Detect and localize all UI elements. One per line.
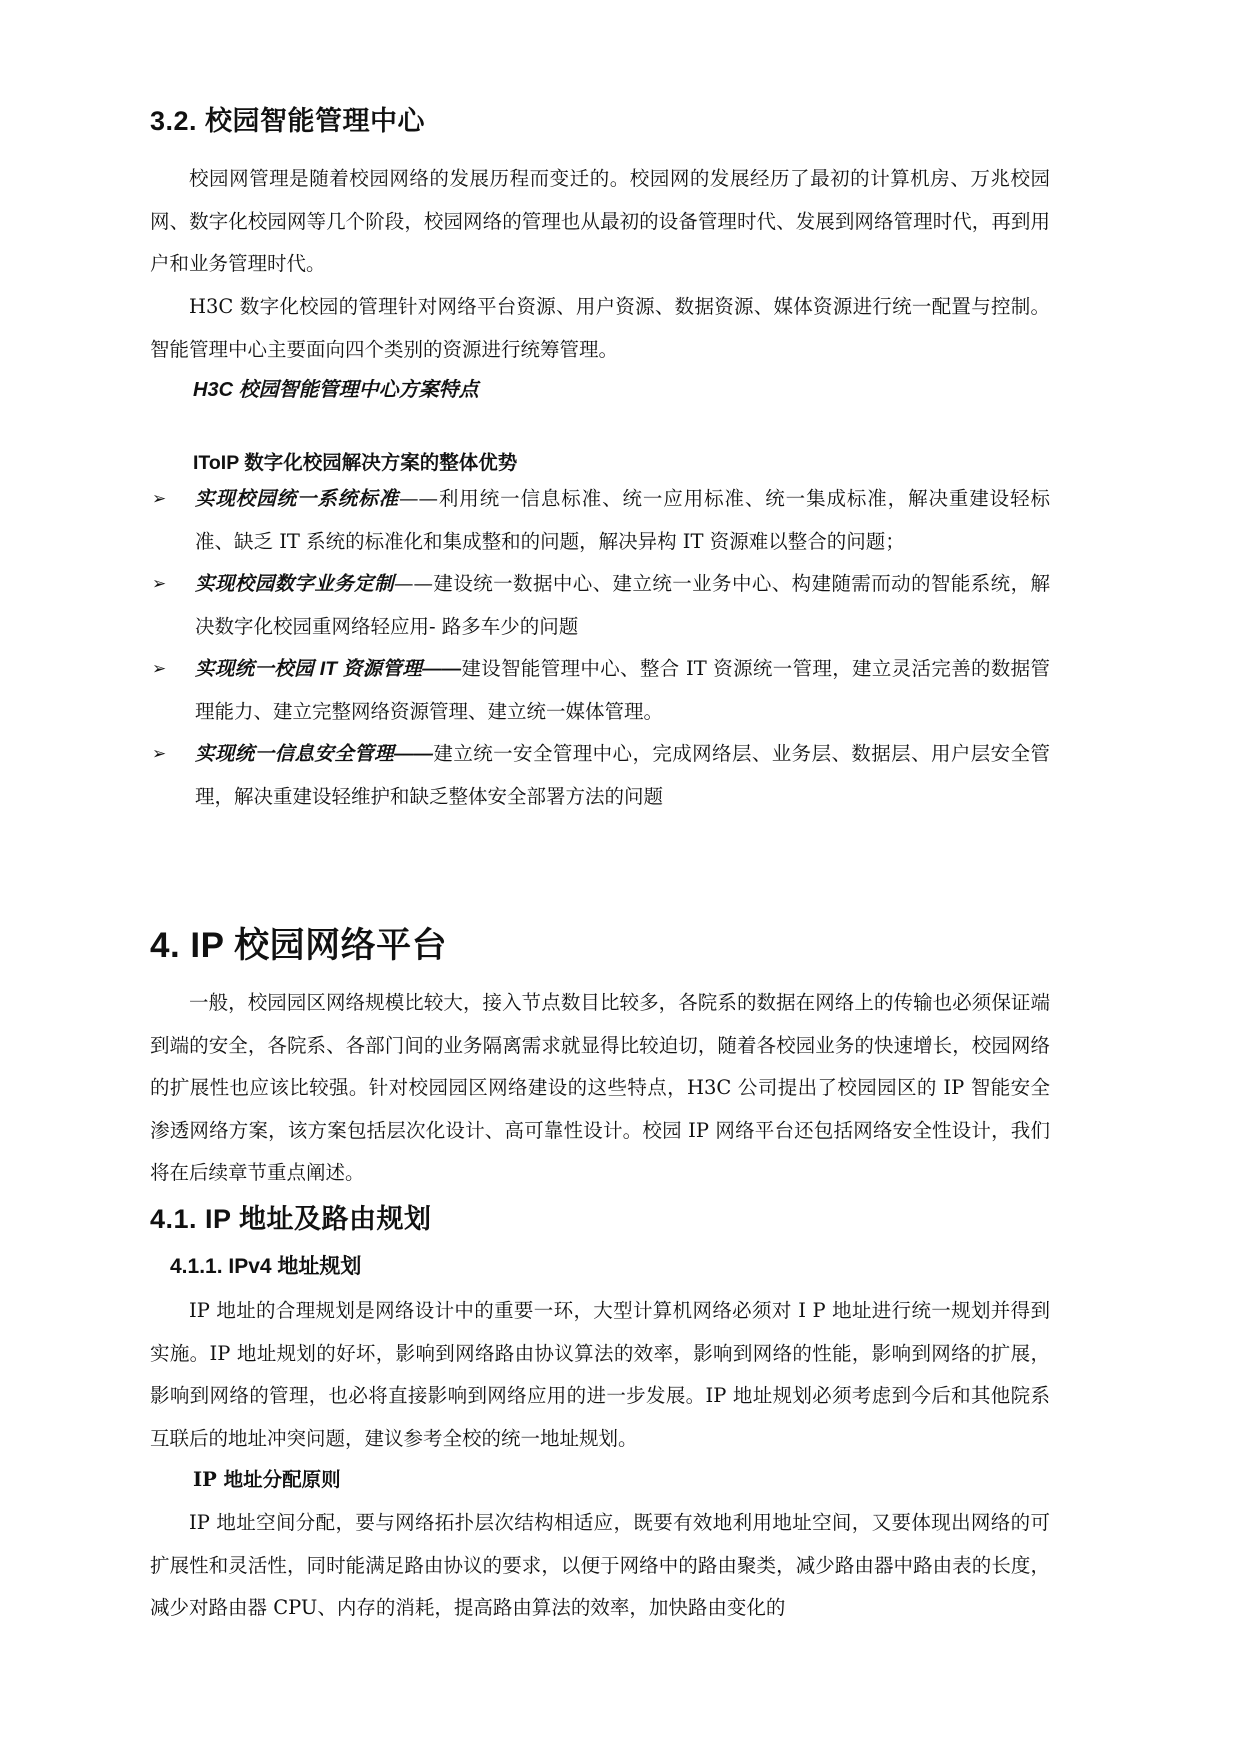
bullet-lead: 实现统一信息安全管理—— [195, 743, 434, 765]
bullet-item [150, 478, 1050, 563]
bullet-text: ——建设统一数据中心、建立统一业务中心、构建随需而动的智能系统，解决数字化校园重网络轻应用- 路多车少的问题 [195, 572, 1050, 638]
arrow-bullet-icon: ➢ [152, 574, 167, 594]
bullet-lead: 实现校园统一系统标准 [195, 488, 399, 510]
section-4-heading: 4. IP 校园网络平台 [150, 926, 448, 965]
section-4-paragraph: 一般，校园园区网络规模比较大，接入节点数目比较多，各院系的数据在网络上的传输也必须保证端到端的安全，各院系、各部门间的业务隔离需求就显得比较迫切，随着各校园业务的快速增长，校园网络的扩展性也应该比较强。针对校园园区网络建设的这些特点，H3C 公司提出了校园园区的 IP 智能安全渗透网络方案，该方案包括层次化设计、高可靠性设计。校园 IP 网络平台还包括网络安全性设计，我们将在后续章节重点阐述。 [150, 991, 1050, 1184]
feature-subtitle: H3C 校园智能管理中心方案特点 [193, 379, 479, 401]
principle-subtitle: IP 地址分配原则 [193, 1468, 341, 1491]
section-3-2-paragraph-1: 校园网管理是随着校园网络的发展历程而变迁的。校园网的发展经历了最初的计算机房、万兆校园网、数字化校园网等几个阶段，校园网络的管理也从最初的设备管理时代、发展到网络管理时代，再到用户和业务管理时代。 [150, 167, 1050, 275]
section-3-2-paragraph-2: H3C 数字化校园的管理针对网络平台资源、用户资源、数据资源、媒体资源进行统一配置与控制。智能管理中心主要面向四个类别的资源进行统筹管理。 [150, 295, 1050, 361]
bullet-text: 建立统一安全管理中心，完成网络层、业务层、数据层、用户层安全管理，解决重建设轻维护和缺乏整体安全部署方法的问题 [195, 742, 1050, 808]
bullet-text: ——利用统一信息标准、统一应用标准、统一集成标准，解决重建设轻标准、缺乏 IT 系统的标准化和集成整和的问题，解决异构 IT 资源难以整合的问题； [195, 487, 1050, 553]
bullet-item [150, 648, 1050, 733]
bullet-text: 建设智能管理中心、整合 IT 资源统一管理，建立灵活完善的数据管理能力、建立完整网络资源管理、建立统一媒体管理。 [195, 657, 1050, 723]
bullet-item [150, 563, 1050, 648]
arrow-bullet-icon: ➢ [152, 744, 167, 764]
bullet-item [150, 733, 1050, 818]
bullet-lead: 实现统一校园 IT 资源管理—— [195, 658, 462, 680]
arrow-bullet-icon: ➢ [152, 659, 167, 679]
principle-paragraph: IP 地址空间分配，要与网络拓扑层次结构相适应，既要有效地利用地址空间，又要体现出网络的可扩展性和灵活性，同时能满足路由协议的要求，以便于网络中的路由聚类，减少路由器中路由表的长度，减少对路由器 CPU、内存的消耗，提高路由算法的效率，加快路由变化的 [150, 1511, 1050, 1619]
section-4-1-1-heading: 4.1.1. IPv4 地址规划 [170, 1255, 362, 1278]
section-4-1-heading: 4.1. IP 地址及路由规划 [150, 1204, 432, 1234]
bullet-lead: 实现校园数字业务定制 [195, 573, 395, 595]
section-3-2-heading: 3.2. 校园智能管理中心 [150, 106, 426, 136]
section-4-1-1-paragraph: IP 地址的合理规划是网络设计中的重要一环，大型计算机网络必须对 I P 地址进行统一规划并得到实施。IP 地址规划的好坏，影响到网络路由协议算法的效率，影响到网络的性能，影响到网络的扩展，影响到网络的管理，也必将直接影响到网络应用的进一步发展。IP 地址规划必须考虑到今后和其他院系互联后的地址冲突问题，建议参考全校的统一地址规划。 [150, 1299, 1050, 1450]
arrow-bullet-icon: ➢ [152, 489, 167, 509]
advantage-subtitle: IToIP 数字化校园解决方案的整体优势 [193, 452, 518, 474]
